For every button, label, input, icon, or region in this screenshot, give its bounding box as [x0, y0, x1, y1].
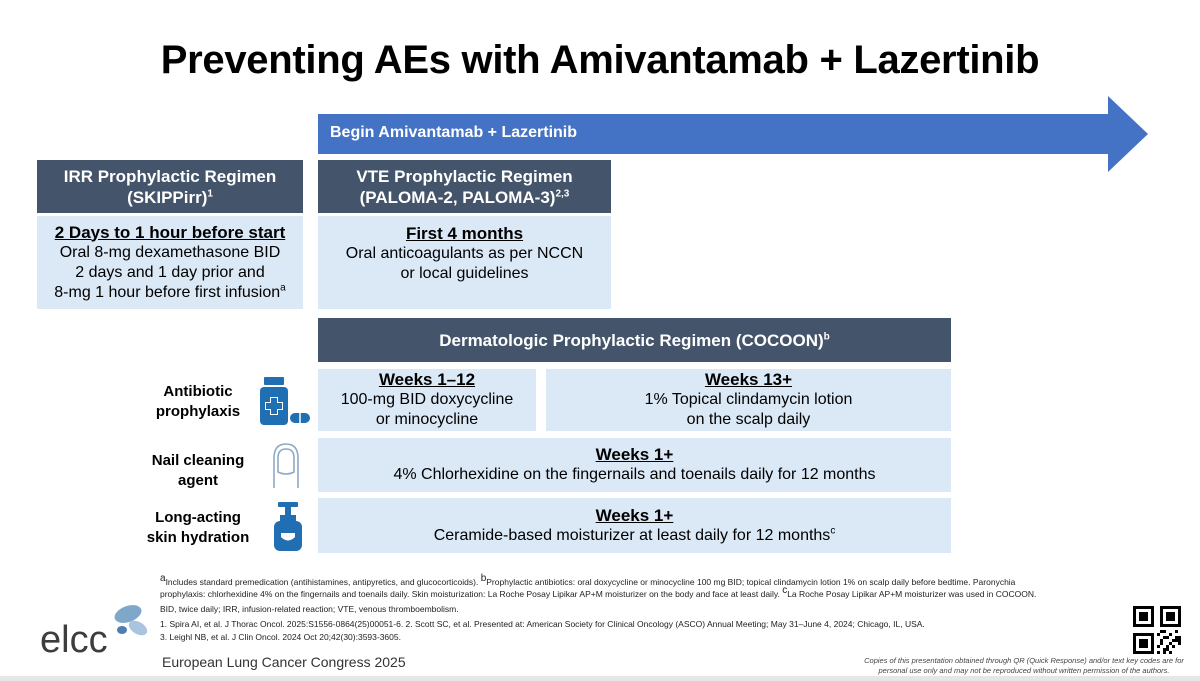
irr-cell [37, 216, 303, 309]
nail-weeks-1-cell [318, 438, 951, 492]
footnote-b: Prophylactic antibiotics: oral doxycycline or minocycline 100 mg BID; topical clindamycin lotion 1% on scalp daily before bedtime. Paronychia prophylaxis: chlorhexidine 4% on the fingernails and toenails daily. Skin moisturization: La Roche Posay Lipikar AP+M moisturizer on the body and face at least daily. [160, 577, 1016, 599]
row-label-antibiotic [133, 382, 263, 422]
row1-cell1-line2: or minocycline [375, 411, 479, 428]
vte-header-line2: (PALOMA-2, PALOMA-3) [359, 187, 556, 207]
row1-label-line1: Antibiotic [163, 383, 233, 400]
footnote-b-sup: b [480, 573, 487, 585]
derm-header-sup: b [823, 330, 830, 342]
vte-line2: or local guidelines [400, 265, 529, 282]
row2-label-line2: agent [177, 472, 218, 489]
footnote-a-sup: a [160, 573, 166, 585]
irr-line3: 8-mg 1 hour before first infusion [54, 283, 281, 301]
copyright-notice: Copies of this presentation obtained through QR (Quick Response) and/or text key codes are for personal use only and may not be reproduced without written permission of the authors. [864, 656, 1184, 675]
row-label-nail [133, 451, 263, 491]
irr-header-sup: 1 [207, 187, 213, 199]
references-2: 3. Leighl NB, et al. J Clin Oncol. 2024 Oct 20;42(30):3593-3605. [160, 632, 401, 642]
fingernail-icon [268, 442, 304, 488]
elcc-logo [38, 600, 158, 658]
footnote-c: La Roche Posay Lipikar AP+M moisturizer was used in COCOON. [787, 589, 1037, 599]
logo-text: elcc [40, 619, 108, 658]
congress-name: European Lung Cancer Congress 2025 [162, 654, 406, 670]
pump-bottle-icon [268, 500, 308, 552]
row1-cell1-heading: Weeks 1–12 [378, 370, 476, 389]
irr-heading: 2 Days to 1 hour before start [54, 222, 286, 242]
row1-cell2-line2: on the scalp daily [686, 411, 811, 428]
row1-cell1-line1: 100-mg BID doxycycline [340, 391, 514, 408]
row1-label-line2: prophylaxis [155, 403, 241, 420]
irr-header-line2: (SKIPPirr) [127, 187, 208, 207]
row3-line1-wrap [318, 526, 951, 546]
medicine-bottle-icon [258, 375, 312, 427]
irr-line3-sup: a [280, 282, 286, 294]
antibiotic-weeks-13-cell [546, 369, 951, 431]
footnote-a: Includes standard premedication (antihistamines, antipyretics, and glucocorticoids). [165, 577, 481, 587]
footnote-main [160, 573, 1040, 600]
irr-header [37, 160, 303, 213]
irr-line1: Oral 8-mg dexamethasone BID [59, 243, 281, 261]
derm-header [318, 318, 951, 362]
vte-heading: First 4 months [405, 224, 524, 243]
vte-header [318, 160, 611, 213]
row3-line1: Ceramide-based moisturizer at least daily for 12 months [433, 526, 831, 544]
vte-header-line1: VTE Prophylactic Regimen [356, 166, 573, 186]
row1-cell2-heading: Weeks 13+ [704, 370, 793, 389]
antibiotic-weeks-1-12-cell [318, 369, 536, 431]
arrow-label: Begin Amivantamab + Lazertinib [330, 124, 578, 141]
irr-line2: 2 days and 1 day prior and [75, 263, 265, 281]
qr-code-icon[interactable] [1133, 606, 1181, 654]
vte-cell [318, 216, 611, 309]
row3-heading: Weeks 1+ [595, 505, 674, 525]
irr-header-line1: IRR Prophylactic Regimen [63, 166, 277, 186]
footnote-c-sup: c [782, 585, 788, 597]
derm-header-text: Dermatologic Prophylactic Regimen (COCOON) [439, 330, 824, 350]
irr-line3-wrap [37, 283, 303, 303]
row2-heading: Weeks 1+ [595, 445, 674, 464]
footnotes [160, 573, 1040, 646]
row-label-hydration [133, 508, 263, 548]
vte-header-sup: 2,3 [555, 187, 570, 199]
row3-label-line1: Long-acting [155, 509, 241, 526]
row3-line1-sup: c [830, 525, 836, 537]
slide-title: Preventing AEs with Amivantamab + Lazertinib [160, 38, 1040, 82]
vte-line1: Oral anticoagulants as per NCCN [345, 245, 584, 262]
row2-line1: 4% Chlorhexidine on the fingernails and toenails daily for 12 months [393, 466, 876, 483]
row2-label-line1: Nail cleaning [151, 452, 245, 469]
abbreviations: BID, twice daily; IRR, infusion-related reaction; VTE, venous thromboembolism. [160, 604, 459, 614]
hydration-weeks-1-cell [318, 498, 951, 553]
row1-cell2-line1: 1% Topical clindamycin lotion [644, 391, 853, 408]
derm-header-wrap [318, 330, 951, 351]
irr-header-line2-wrap [37, 187, 303, 208]
vte-header-line2-wrap [318, 187, 611, 208]
row3-label-line2: skin hydration [146, 529, 250, 546]
bottom-rule [0, 676, 1200, 681]
references-1: 1. Spira AI, et al. J Thorac Oncol. 2025:S1556-0864(25)00051-6. 2. Scott SC, et al. Presented at: American Society for Clinical Oncology (ASCO) Annual Meeting; May 31–June 4, 2024; Chicago, IL, USA. [160, 619, 925, 629]
